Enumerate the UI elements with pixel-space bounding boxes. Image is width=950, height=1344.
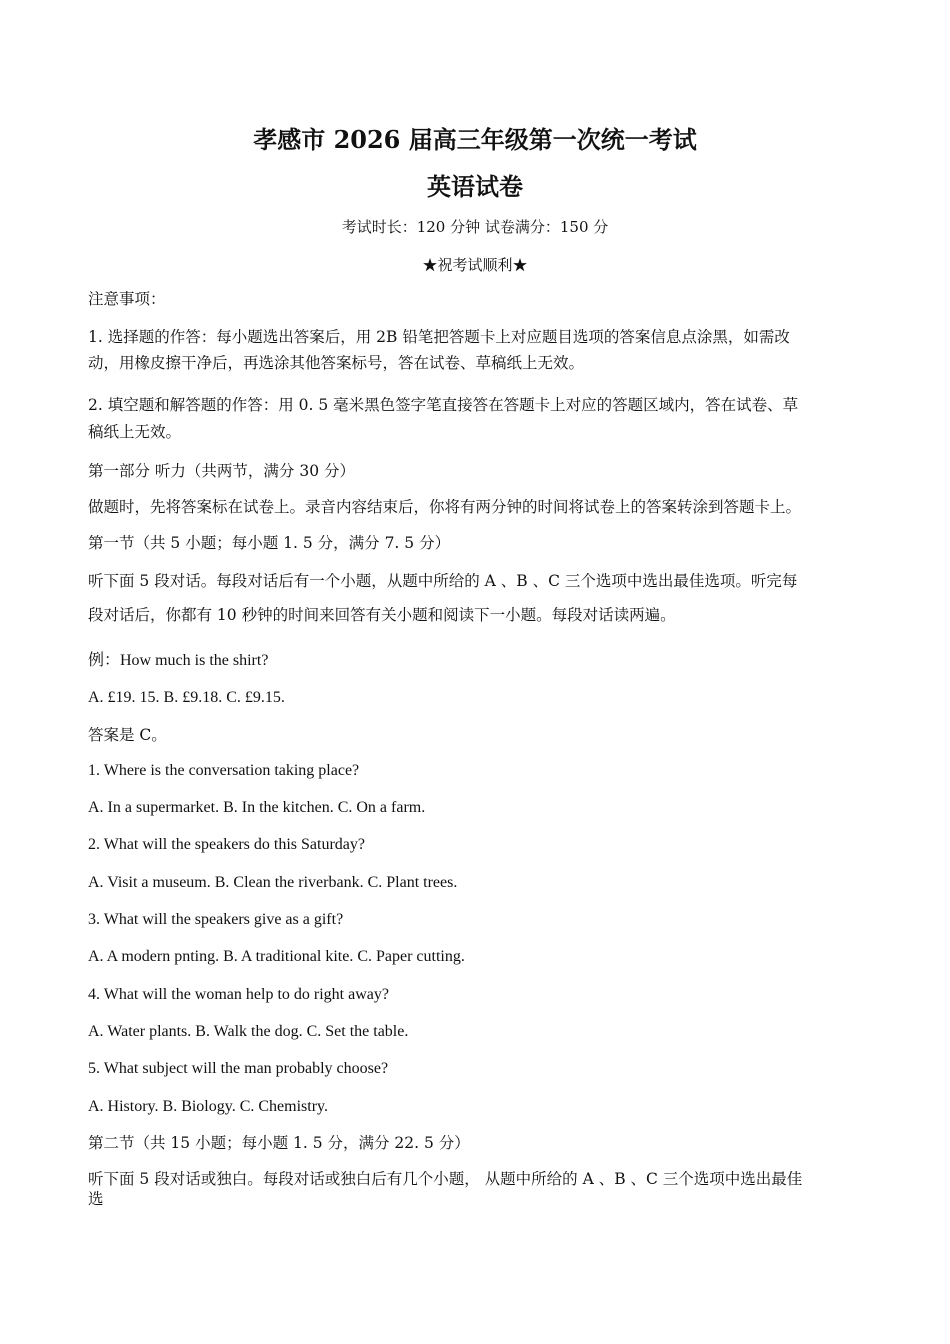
part1-instruction: 做题时，先将答案标在试卷上。录音内容结束后，你将有两分钟的时间将试卷上的答案转涂到答题卡上。 [88,498,802,516]
question-4-options: A. Water plants. B. Walk the dog. C. Set the table. [88,1023,409,1040]
exam-info: 考试时长：120 分钟 试卷满分：150 分 [341,218,609,236]
section1-instruction-line-2: 段对话后，你都有 10 秒钟的时间来回答有关小题和阅读下一小题。每段对话读两遍。 [88,606,676,624]
section2-heading: 第二节（共 15 小题；每小题 1. 5 分，满分 22. 5 分） [88,1134,470,1152]
section1-instruction-line-1: 听下面 5 段对话。每段对话后有一个小题，从题中所给的 A 、B 、C 三个选项中选出最佳选项。听完每 [88,572,798,590]
note-1-line-1: 1. 选择题的作答：每小题选出答案后，用 2B 铅笔把答题卡上对应题目选项的答案信息点涂黑，如需改 [88,328,790,346]
question-3-options: A. A modern pnting. B. A traditional kite. C. Paper cutting. [88,948,465,965]
question-2-options: A. Visit a museum. B. Clean the riverbank. C. Plant trees. [88,874,458,891]
example-options: A. £19. 15. B. £9.18. C. £9.15. [88,689,285,706]
note-2-line-2: 稿纸上无效。 [88,423,182,441]
question-3: 3. What will the speakers give as a gift? [88,911,344,928]
question-4: 4. What will the woman help to do right away? [88,986,389,1003]
section2-instruction-line-1: 听下面 5 段对话或独白。每段对话或独白后有几个小题， 从题中所给的 A 、B 、C 三个选项中选出最佳 [88,1170,803,1188]
part1-heading: 第一部分 听力（共两节，满分 30 分） [88,462,356,480]
example-answer: 答案是 C。 [88,726,167,744]
example-question: 例：How much is the shirt? [88,652,269,669]
section1-heading: 第一节（共 5 小题；每小题 1. 5 分，满分 7. 5 分） [88,534,451,552]
exam-subtitle: 英语试卷 [427,172,523,201]
notes-heading: 注意事项： [88,290,166,308]
blessing-line: ★祝考试顺利★ [422,256,528,274]
question-1: 1. Where is the conversation taking place? [88,762,360,779]
question-5: 5. What subject will the man probably choose? [88,1060,389,1077]
question-1-options: A. In a supermarket. B. In the kitchen. C. On a farm. [88,799,426,816]
section2-instruction-line-2: 选 [88,1190,104,1208]
question-2: 2. What will the speakers do this Saturday? [88,836,365,853]
note-1-line-2: 动，用橡皮擦干净后，再选涂其他答案标号，答在试卷、草稿纸上无效。 [88,354,585,372]
note-2-line-1: 2. 填空题和解答题的作答：用 0. 5 毫米黑色签字笔直接答在答题卡上对应的答题区域内，答在试卷、草 [88,396,799,414]
exam-title: 孝感市 2026 届高三年级第一次统一考试 [253,125,697,154]
question-5-options: A. History. B. Biology. C. Chemistry. [88,1098,329,1115]
